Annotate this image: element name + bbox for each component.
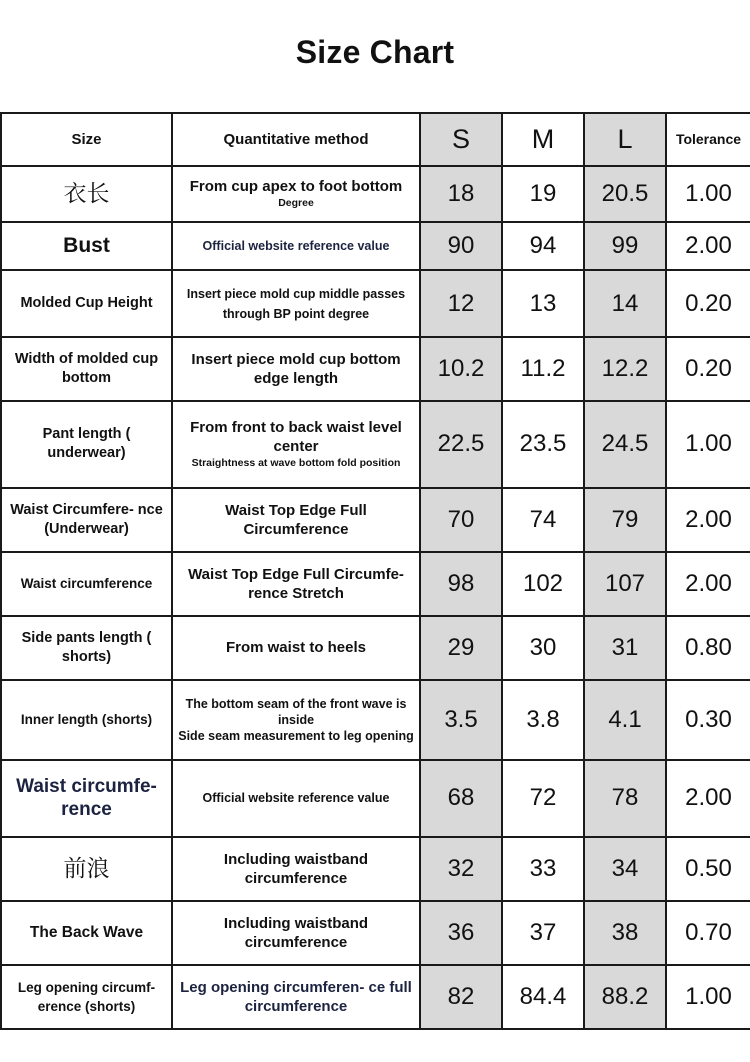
- row-l: 79: [584, 488, 666, 552]
- row-method: [172, 552, 420, 616]
- row-m: 102: [502, 552, 584, 616]
- row-s: 82: [420, 965, 502, 1029]
- row-s: 70: [420, 488, 502, 552]
- row-m: 3.8: [502, 680, 584, 760]
- row-m: 30: [502, 616, 584, 680]
- table-row: [1, 616, 750, 680]
- row-method: [172, 270, 420, 337]
- row-name: Pant length ( underwear): [1, 401, 172, 487]
- row-s: 18: [420, 166, 502, 222]
- row-method-text: From waist to heels: [225, 639, 367, 657]
- row-s: 32: [420, 837, 502, 901]
- row-tolerance: 0.20: [666, 337, 750, 401]
- header-l: L: [584, 113, 666, 166]
- row-method-text: Waist Top Edge Full Circumfe- rence Stretch: [188, 565, 404, 602]
- row-s: 29: [420, 616, 502, 680]
- row-name: Waist circumference: [1, 552, 172, 616]
- row-method-text: Insert piece mold cup middle passes through BP point degree: [186, 286, 406, 321]
- row-l: 20.5: [584, 166, 666, 222]
- row-method-text: The bottom seam of the front wave is inside: [185, 696, 407, 727]
- row-name: Side pants length ( shorts): [1, 616, 172, 680]
- row-m: 13: [502, 270, 584, 337]
- row-method: [172, 401, 420, 487]
- header-method: Quantitative method: [172, 113, 420, 166]
- row-s: 12: [420, 270, 502, 337]
- row-m: 37: [502, 901, 584, 965]
- row-method: [172, 680, 420, 760]
- row-s: 10.2: [420, 337, 502, 401]
- row-tolerance: 2.00: [666, 760, 750, 837]
- row-l: 107: [584, 552, 666, 616]
- row-m: 33: [502, 837, 584, 901]
- row-s: 36: [420, 901, 502, 965]
- row-l: 31: [584, 616, 666, 680]
- row-tolerance: 0.80: [666, 616, 750, 680]
- table-row: [1, 270, 750, 337]
- row-method-text: Official website reference value: [202, 238, 390, 253]
- row-s: 98: [420, 552, 502, 616]
- row-name: Inner length (shorts): [1, 680, 172, 760]
- table-row: [1, 401, 750, 487]
- row-tolerance: 0.70: [666, 901, 750, 965]
- row-method: [172, 965, 420, 1029]
- row-method-sub: Straightness at wave bottom fold position: [191, 457, 401, 470]
- row-method-sub: Degree: [278, 197, 314, 210]
- table-row: [1, 901, 750, 965]
- row-s: 68: [420, 760, 502, 837]
- row-method-text: Leg opening circumferen- ce full circumference: [180, 978, 412, 1015]
- row-name: 衣长: [1, 166, 172, 222]
- row-l: 14: [584, 270, 666, 337]
- row-name: Waist circumfe- rence: [1, 760, 172, 837]
- header-tolerance: Tolerance: [666, 113, 750, 166]
- table-row: [1, 680, 750, 760]
- row-m: 23.5: [502, 401, 584, 487]
- row-s: 3.5: [420, 680, 502, 760]
- row-tolerance: 2.00: [666, 488, 750, 552]
- row-method: [172, 760, 420, 837]
- row-method-text: Insert piece mold cup bottom edge length: [191, 351, 401, 388]
- table-row: [1, 222, 750, 270]
- row-tolerance: 1.00: [666, 166, 750, 222]
- row-m: 19: [502, 166, 584, 222]
- header-size: Size: [1, 113, 172, 166]
- row-method: [172, 616, 420, 680]
- page-title: Size Chart: [295, 34, 455, 70]
- row-l: 88.2: [584, 965, 666, 1029]
- row-tolerance: 1.00: [666, 401, 750, 487]
- row-m: 94: [502, 222, 584, 270]
- row-method: [172, 837, 420, 901]
- row-tolerance: 0.30: [666, 680, 750, 760]
- row-m: 11.2: [502, 337, 584, 401]
- row-l: 99: [584, 222, 666, 270]
- row-method-text: Including waistband circumference: [223, 914, 369, 951]
- row-name: Molded Cup Height: [1, 270, 172, 337]
- row-tolerance: 0.50: [666, 837, 750, 901]
- table-row: [1, 760, 750, 837]
- row-method: [172, 222, 420, 270]
- row-method: [172, 337, 420, 401]
- row-m: 72: [502, 760, 584, 837]
- table-row: [1, 552, 750, 616]
- row-l: 12.2: [584, 337, 666, 401]
- table-row: [1, 965, 750, 1029]
- row-method-text: Official website reference value: [202, 791, 390, 806]
- row-name: Bust: [1, 222, 172, 270]
- row-method-text: Including waistband circumference: [223, 850, 369, 887]
- row-l: 34: [584, 837, 666, 901]
- row-method: [172, 166, 420, 222]
- table-row: [1, 337, 750, 401]
- row-name: Waist Circumfere- nce (Underwear): [1, 488, 172, 552]
- row-tolerance: 2.00: [666, 222, 750, 270]
- row-l: 78: [584, 760, 666, 837]
- row-name: Leg opening circumf- erence (shorts): [1, 965, 172, 1029]
- row-method-text: Waist Top Edge Full Circumference: [225, 501, 367, 538]
- table-row: [1, 166, 750, 222]
- header-m: M: [502, 113, 584, 166]
- row-method: [172, 901, 420, 965]
- table-row: [1, 837, 750, 901]
- row-name: Width of molded cup bottom: [1, 337, 172, 401]
- row-name: 前浪: [1, 837, 172, 901]
- row-tolerance: 0.20: [666, 270, 750, 337]
- row-tolerance: 2.00: [666, 552, 750, 616]
- row-s: 22.5: [420, 401, 502, 487]
- header-s: S: [420, 113, 502, 166]
- row-l: 24.5: [584, 401, 666, 487]
- row-method-sub: Side seam measurement to leg opening: [178, 728, 414, 743]
- row-l: 4.1: [584, 680, 666, 760]
- row-method-text: From front to back waist level center: [190, 419, 402, 456]
- row-l: 38: [584, 901, 666, 965]
- row-m: 84.4: [502, 965, 584, 1029]
- row-s: 90: [420, 222, 502, 270]
- row-method-text: From cup apex to foot bottom: [189, 178, 403, 196]
- row-tolerance: 1.00: [666, 965, 750, 1029]
- row-name: The Back Wave: [1, 901, 172, 965]
- table-row: [1, 488, 750, 552]
- row-m: 74: [502, 488, 584, 552]
- row-method: [172, 488, 420, 552]
- size-chart-table: [0, 112, 750, 1030]
- header-row: [1, 113, 750, 166]
